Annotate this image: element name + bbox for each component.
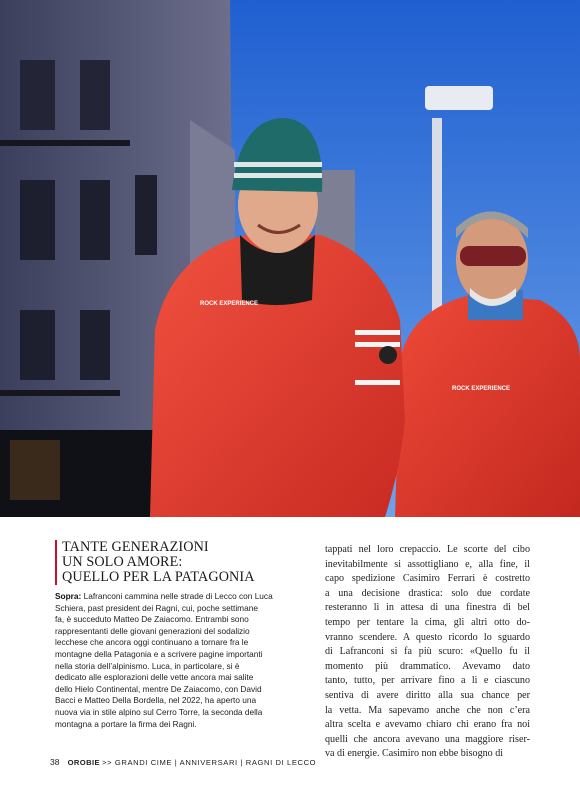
body-line: inevitabilmente si assottigliano e, alla fine, il [325,558,530,570]
caption-line: Bacci e Matteo Della Bordella, nel 2022, ha aperto una [55,695,257,706]
page-number: 38 [50,757,60,767]
body-line: altra scelta e avevamo chiaro chi erano fra noi [325,719,530,731]
headline-line: QUELLO PER LA PATAGONIA [62,569,255,585]
caption-line: nuova via in stile alpino sul Cerro Torre, la seconda della [55,706,263,717]
caption-line: rappresentanti delle giovani generazioni del sodalizio [55,625,250,636]
photo-caption [55,591,295,730]
caption-line: dedicato alle esplorazioni delle vette ancora mai salite [55,672,254,683]
section-breadcrumb: >> GRANDI CIME | ANNIVERSARI | RAGNI DI LECCO [102,758,317,767]
caption-line [55,591,295,603]
jacket-logo-left: ROCK EXPERIENCE [200,301,259,307]
body-line: tappati nel loro crepaccio. Le scorte del cibo [325,544,530,555]
caption-line: montagna a portare la firma dei Ragni. [55,718,197,729]
caption-line: fa, è succeduto Matteo De Zaiacomo. Entrambi sono [55,614,249,625]
caption-text: Lafranconi cammina nelle strade di Lecco con Luca [83,591,273,601]
jacket-logo-right: ROCK EXPERIENCE [452,386,511,392]
caption-line: montagne della Patagonia e a scrivere pagine importanti [55,648,263,659]
body-line: sentiva di avere diritto alla sua chance per [325,689,530,701]
magazine-name: OROBIE [67,758,100,767]
body-line: di Lafranconi si fa più scuro: «Quello fu il [325,646,530,658]
body-line: tanto, tutto, per arrivare fino a lì e ciascuno [325,675,530,687]
headline [55,540,295,585]
body-line: a una decisione drastica: solo due cordate [325,587,530,599]
body-text [325,543,530,762]
body-line: la vetta. Ma sapevamo anche che non c’era [325,704,530,716]
page-footer [50,757,316,767]
caption-line: lecchese che ancora oggi continuano a tornare fra le [55,637,249,648]
body-line: resteranno lì in attesa di una finestra di bel [325,602,530,614]
caption-line: dello Hielo Continental, mentre De Zaiacomo, con David [55,683,262,694]
caption-column [55,540,295,730]
body-line: capo spedizione Casimiro Ferrari è costretto [325,573,530,585]
body-line: quelli che ancora avevano una maggiore riser- [325,733,530,745]
body-line: momento più drammatico. Avevamo dato [325,660,530,672]
caption-label: Sopra: [55,591,82,601]
body-line: tempo per tentare la cima, gli altri otto do- [325,616,530,628]
headline-line: UN SOLO AMORE: [62,554,183,570]
headline-line: TANTE GENERAZIONI [62,539,209,555]
body-line: va di energie. Casimiro non ebbe bisogno di [325,748,504,760]
caption-line: Schiera, past president dei Ragni, cui, poche settimane [55,602,258,613]
body-line: vranno scendere. A questo ricordo lo sguardo [325,631,530,643]
caption-line: nella storia dell’alpinismo. Luca, in particolare, si è [55,660,240,671]
